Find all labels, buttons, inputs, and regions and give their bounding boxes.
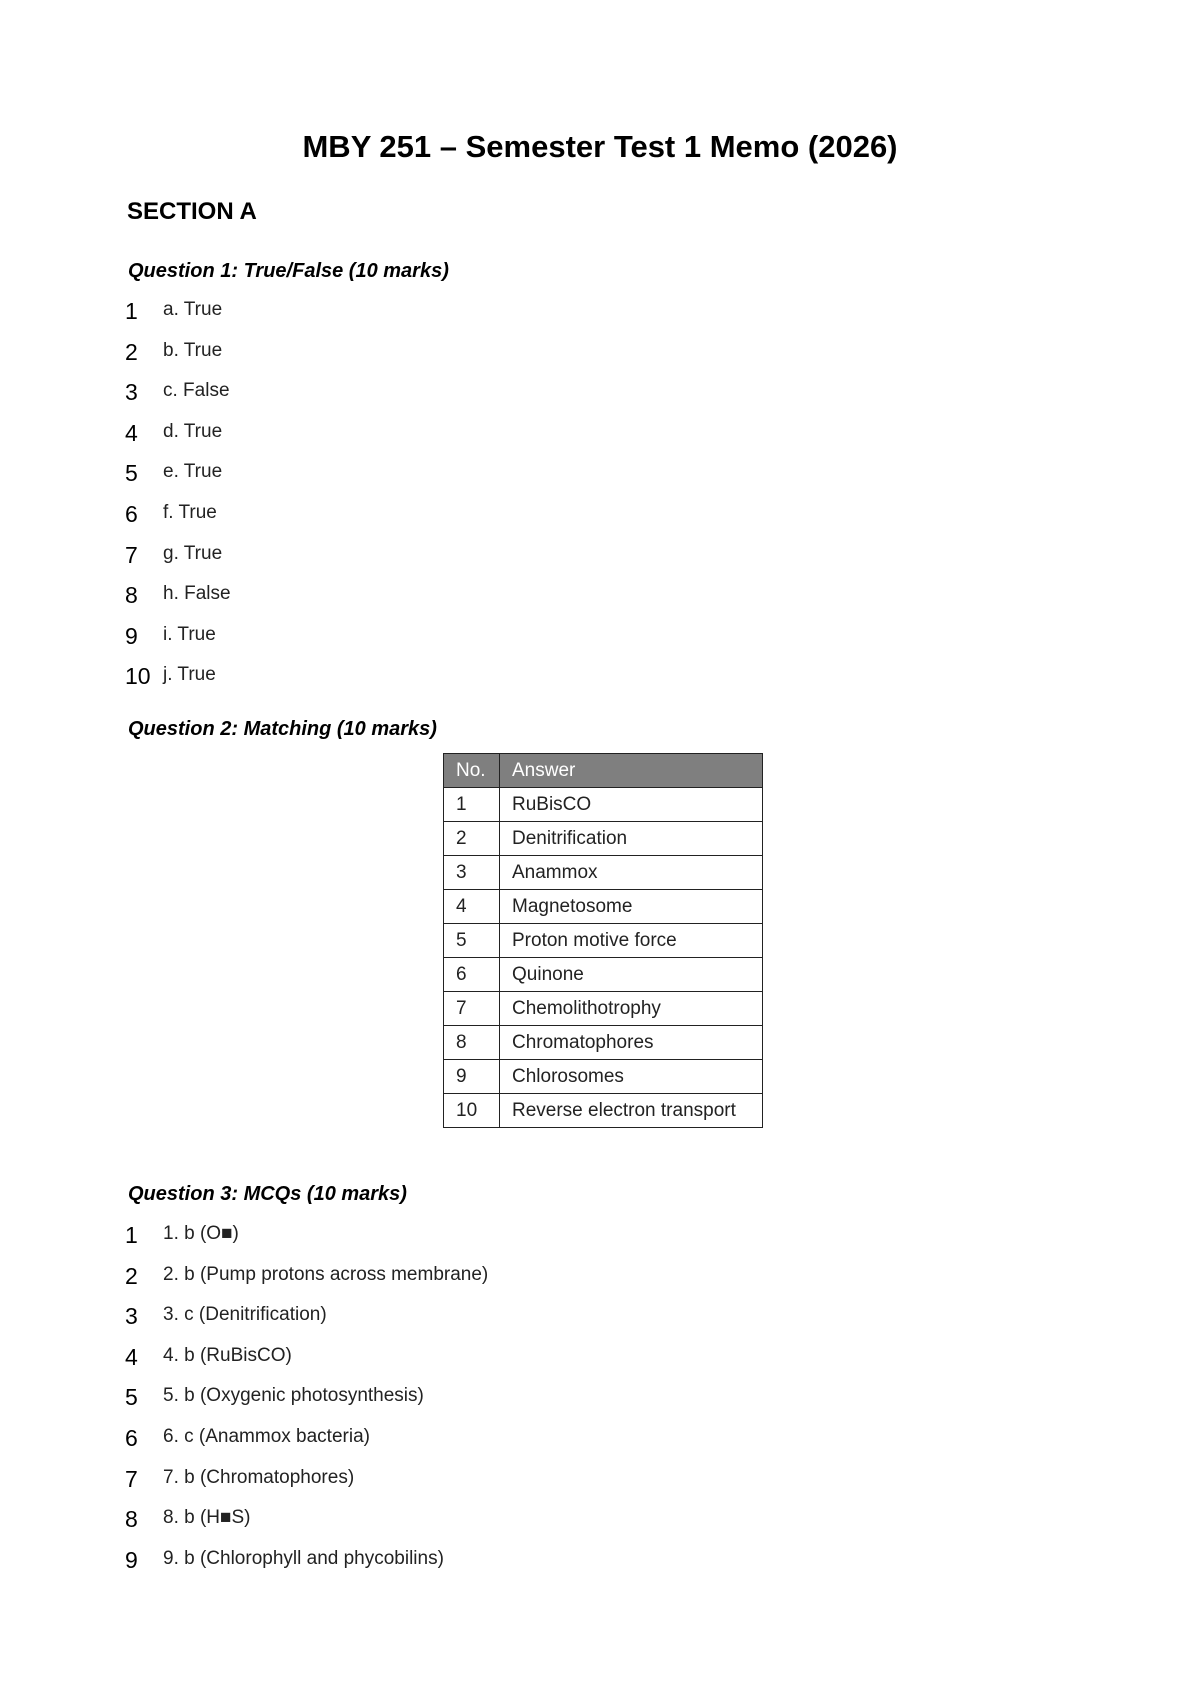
item-number: 5: [125, 1384, 138, 1411]
table-row: [444, 1060, 763, 1094]
item-number: 7: [125, 541, 138, 568]
question-3-answer-list: [125, 1220, 488, 1585]
list-item: [125, 1301, 488, 1342]
item-answer: j. True: [163, 664, 216, 686]
table-row: [444, 1026, 763, 1060]
list-item: [125, 1464, 488, 1505]
list-item: [125, 377, 231, 418]
list-item: [125, 418, 231, 459]
section-a-heading: SECTION A: [127, 198, 257, 225]
document-title: MBY 251 – Semester Test 1 Memo (2026): [302, 129, 898, 164]
item-number: 2: [125, 1262, 138, 1289]
item-answer: a. True: [163, 299, 223, 320]
item-number: 1: [125, 298, 138, 324]
item-number: 6: [125, 500, 138, 527]
item-answer: 9. b (Chlorophyll and phycobilins): [163, 1547, 444, 1569]
item-answer: 4. b (RuBisCO): [163, 1344, 292, 1366]
question-1-heading: Question 1: True/False (10 marks): [128, 260, 449, 282]
item-number: 3: [125, 1303, 138, 1330]
list-item: [125, 1220, 488, 1261]
item-number: 4: [125, 1343, 138, 1370]
table-row: [444, 822, 763, 856]
cell-answer: Quinone: [500, 958, 763, 992]
list-item: [125, 458, 231, 499]
list-item: [125, 499, 231, 540]
item-answer: d. True: [163, 420, 223, 442]
item-answer: f. True: [163, 501, 217, 523]
item-answer: 2. b (Pump protons across membrane): [163, 1263, 489, 1285]
question-1-answer-list: [125, 296, 231, 702]
item-number: 2: [125, 338, 138, 365]
item-number: 3: [125, 379, 138, 406]
cell-answer: Anammox: [500, 856, 763, 890]
item-answer: b. True: [163, 339, 223, 361]
item-answer: 3. c (Denitrification): [163, 1304, 327, 1326]
cell-no: 7: [444, 992, 500, 1026]
table-row: [444, 788, 763, 822]
item-number: 8: [125, 1506, 138, 1533]
item-number: 1: [125, 1222, 138, 1248]
item-answer: e. True: [163, 461, 223, 483]
item-answer: c. False: [163, 380, 230, 402]
list-item: [125, 1504, 488, 1545]
cell-no: 10: [444, 1094, 500, 1128]
list-item: [125, 661, 231, 702]
cell-no: 9: [444, 1060, 500, 1094]
list-item: [125, 540, 231, 581]
cell-no: 4: [444, 890, 500, 924]
item-number: 7: [125, 1465, 138, 1492]
table-row: [444, 890, 763, 924]
item-answer: 6. c (Anammox bacteria): [163, 1425, 370, 1447]
cell-answer: Denitrification: [500, 822, 763, 856]
item-answer: 7. b (Chromatophores): [163, 1466, 355, 1488]
item-number: 10: [125, 663, 151, 690]
cell-answer: Reverse electron transport: [500, 1094, 763, 1128]
cell-answer: Proton motive force: [500, 924, 763, 958]
item-answer: h. False: [163, 583, 231, 605]
list-item: [125, 296, 231, 337]
list-item: [125, 1261, 488, 1302]
table-header-row: [444, 754, 763, 788]
cell-answer: Magnetosome: [500, 890, 763, 924]
item-number: 9: [125, 622, 138, 649]
cell-answer: RuBisCO: [500, 788, 763, 822]
table-row: [444, 924, 763, 958]
table-row: [444, 992, 763, 1026]
cell-no: 1: [444, 788, 500, 822]
question-2-heading: Question 2: Matching (10 marks): [128, 718, 437, 740]
cell-answer: Chemolithotrophy: [500, 992, 763, 1026]
list-item: [125, 337, 231, 378]
cell-no: 2: [444, 822, 500, 856]
list-item: [125, 621, 231, 662]
item-number: 8: [125, 582, 138, 609]
cell-answer: Chlorosomes: [500, 1060, 763, 1094]
list-item: [125, 1342, 488, 1383]
list-item: [125, 1545, 488, 1586]
table-row: [444, 1094, 763, 1128]
table-row: [444, 856, 763, 890]
item-number: 5: [125, 460, 138, 487]
item-answer: i. True: [163, 623, 216, 645]
item-answer: 5. b (Oxygenic photosynthesis): [163, 1385, 424, 1407]
cell-answer: Chromatophores: [500, 1026, 763, 1060]
item-number: 6: [125, 1424, 138, 1451]
question-3-heading: Question 3: MCQs (10 marks): [128, 1183, 407, 1205]
list-item: [125, 1423, 488, 1464]
cell-no: 6: [444, 958, 500, 992]
column-header-no: No.: [444, 754, 500, 788]
matching-answers-table: [443, 753, 763, 1128]
cell-no: 5: [444, 924, 500, 958]
cell-no: 8: [444, 1026, 500, 1060]
list-item: [125, 580, 231, 621]
item-number: 9: [125, 1546, 138, 1573]
item-answer: 1. b (O■): [163, 1223, 239, 1244]
item-answer: 8. b (H■S): [163, 1507, 251, 1529]
cell-no: 3: [444, 856, 500, 890]
list-item: [125, 1382, 488, 1423]
item-number: 4: [125, 419, 138, 446]
column-header-answer: Answer: [500, 754, 763, 788]
item-answer: g. True: [163, 542, 223, 564]
table-row: [444, 958, 763, 992]
